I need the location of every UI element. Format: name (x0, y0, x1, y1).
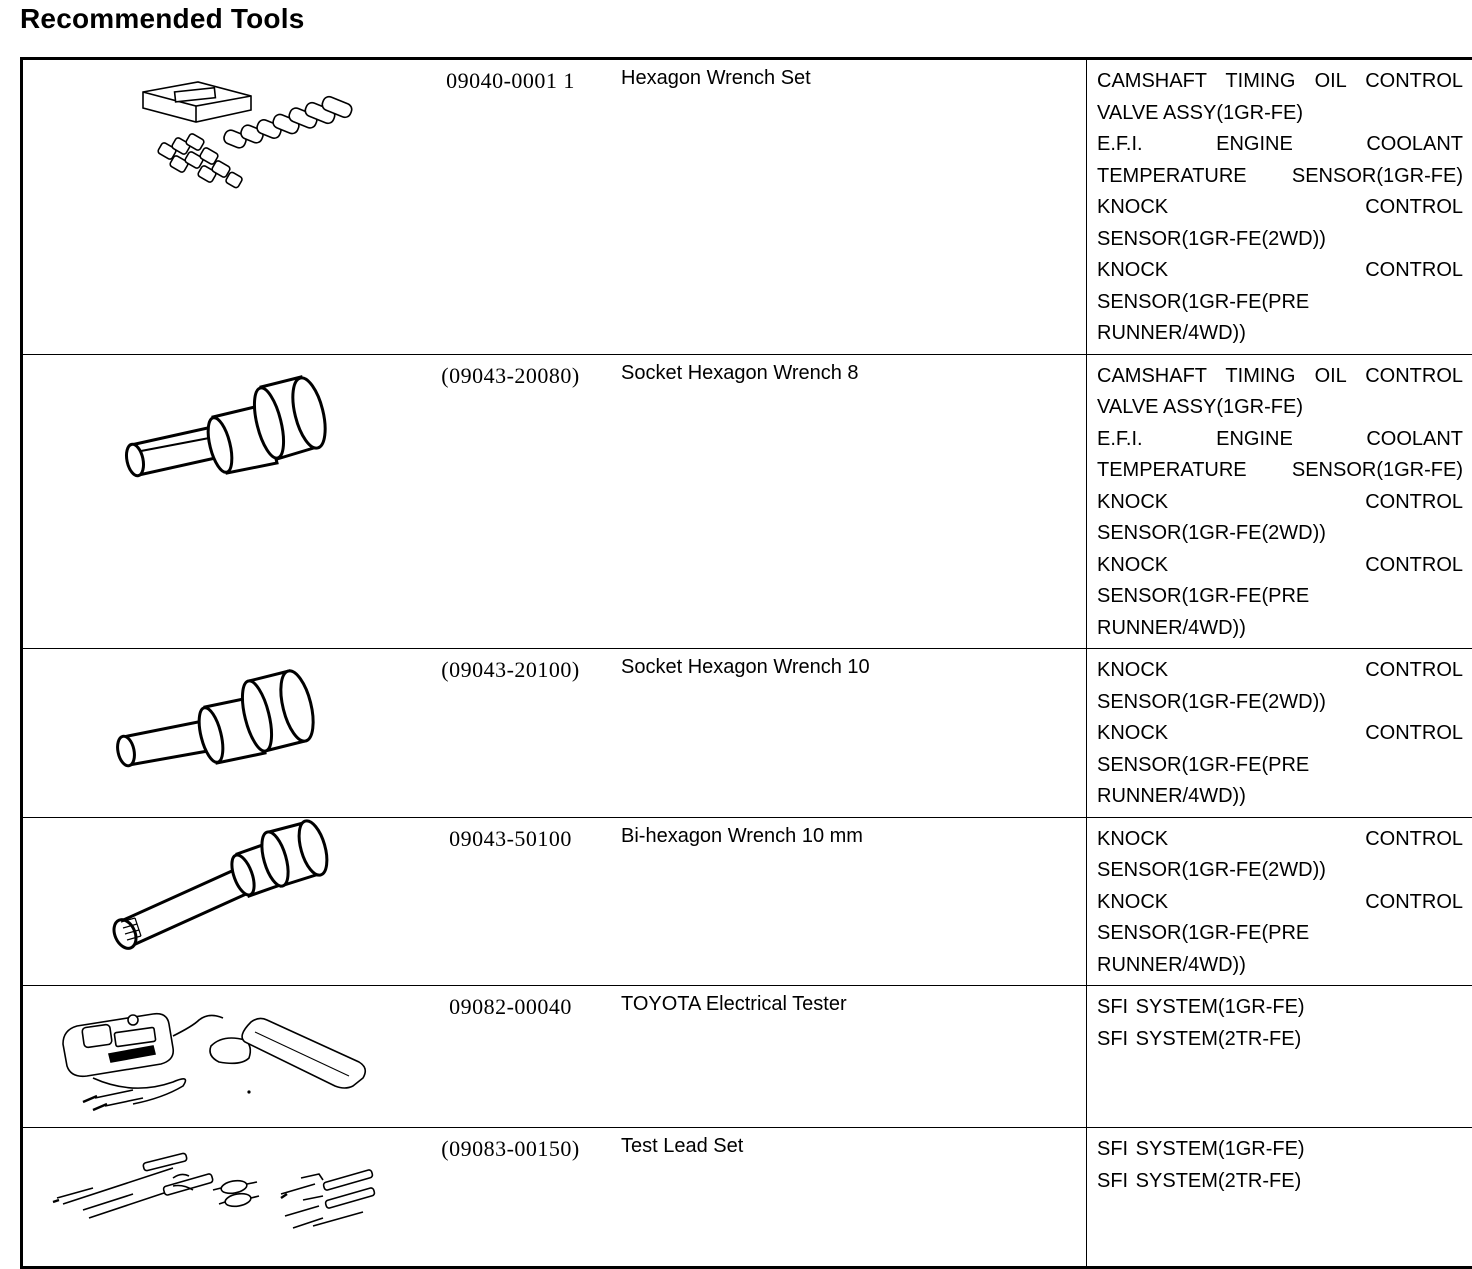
table-row (22, 354, 1472, 649)
application-line: E.F.I. ENGINE COOLANT (1097, 129, 1463, 161)
tool-applications (1087, 986, 1472, 1128)
application-line: RUNNER/4WD)) (1097, 318, 1463, 350)
tool-image-cell (22, 1128, 419, 1268)
table-row (22, 649, 1472, 818)
application-line: KNOCK CONTROL (1097, 255, 1463, 287)
tool-name: Test Lead Set (603, 1128, 1087, 1268)
recommended-tools-table (20, 57, 1472, 1269)
tool-image-cell (22, 817, 419, 986)
application-line: VALVE ASSY(1GR-FE) (1097, 98, 1463, 130)
application-line: SENSOR(1GR-FE(PRE (1097, 581, 1463, 613)
test-lead-set-icon (23, 1128, 418, 1268)
tool-image-cell (22, 354, 419, 649)
application-line: SENSOR(1GR-FE(PRE (1097, 287, 1463, 319)
application-line: SENSOR(1GR-FE(2WD)) (1097, 518, 1463, 550)
application-line: SFI SYSTEM(2TR-FE) (1097, 1024, 1463, 1056)
application-line: KNOCK CONTROL (1097, 487, 1463, 519)
tool-name: TOYOTA Electrical Tester (603, 986, 1087, 1128)
table-row (22, 986, 1472, 1128)
part-number: (09083-00150) (418, 1128, 603, 1268)
table-row (22, 817, 1472, 986)
application-line: E.F.I. ENGINE COOLANT (1097, 424, 1463, 456)
electrical-tester-icon (23, 986, 418, 1128)
part-number: (09043-20100) (418, 649, 603, 818)
socket-hexagon-wrench-icon (23, 355, 418, 649)
application-line: SFI SYSTEM(2TR-FE) (1097, 1166, 1463, 1198)
application-line: RUNNER/4WD)) (1097, 613, 1463, 645)
application-line: SENSOR(1GR-FE(PRE (1097, 750, 1463, 782)
tool-name: Socket Hexagon Wrench 10 (603, 649, 1087, 818)
bi-hexagon-wrench-icon (23, 818, 418, 983)
application-line: KNOCK CONTROL (1097, 550, 1463, 582)
table-row (22, 1128, 1472, 1268)
application-line: KNOCK CONTROL (1097, 718, 1463, 750)
application-line: KNOCK CONTROL (1097, 192, 1463, 224)
part-number: 09040-0001 1 (418, 59, 603, 355)
application-line: RUNNER/4WD)) (1097, 950, 1463, 982)
part-number: (09043-20080) (418, 354, 603, 649)
tool-applications (1087, 817, 1472, 986)
application-line: KNOCK CONTROL (1097, 655, 1463, 687)
application-line: CAMSHAFT TIMING OIL CONTROL (1097, 66, 1463, 98)
application-line: SENSOR(1GR-FE(2WD)) (1097, 224, 1463, 256)
tool-name: Hexagon Wrench Set (603, 59, 1087, 355)
application-line: SENSOR(1GR-FE(2WD)) (1097, 687, 1463, 719)
application-line: RUNNER/4WD)) (1097, 781, 1463, 813)
tool-applications (1087, 649, 1472, 818)
application-line: KNOCK CONTROL (1097, 824, 1463, 856)
part-number: 09043-50100 (418, 817, 603, 986)
tool-image-cell (22, 59, 419, 355)
tool-applications (1087, 1128, 1472, 1268)
application-line: SFI SYSTEM(1GR-FE) (1097, 1134, 1463, 1166)
application-line: TEMPERATURE SENSOR(1GR-FE) (1097, 455, 1463, 487)
application-line: KNOCK CONTROL (1097, 887, 1463, 919)
socket-hexagon-wrench-icon (23, 649, 418, 815)
application-line: CAMSHAFT TIMING OIL CONTROL (1097, 361, 1463, 393)
application-line: SENSOR(1GR-FE(PRE (1097, 918, 1463, 950)
tool-applications (1087, 59, 1472, 355)
tool-image-cell (22, 649, 419, 818)
tool-image-cell (22, 986, 419, 1128)
hexagon-wrench-set-icon (23, 60, 418, 352)
page-title: Recommended Tools (20, 0, 304, 38)
tool-applications (1087, 354, 1472, 649)
tool-name: Socket Hexagon Wrench 8 (603, 354, 1087, 649)
application-line: SFI SYSTEM(1GR-FE) (1097, 992, 1463, 1024)
tool-name: Bi-hexagon Wrench 10 mm (603, 817, 1087, 986)
application-line: TEMPERATURE SENSOR(1GR-FE) (1097, 161, 1463, 193)
application-line: VALVE ASSY(1GR-FE) (1097, 392, 1463, 424)
application-line: SENSOR(1GR-FE(2WD)) (1097, 855, 1463, 887)
table-row (22, 59, 1472, 355)
part-number: 09082-00040 (418, 986, 603, 1128)
